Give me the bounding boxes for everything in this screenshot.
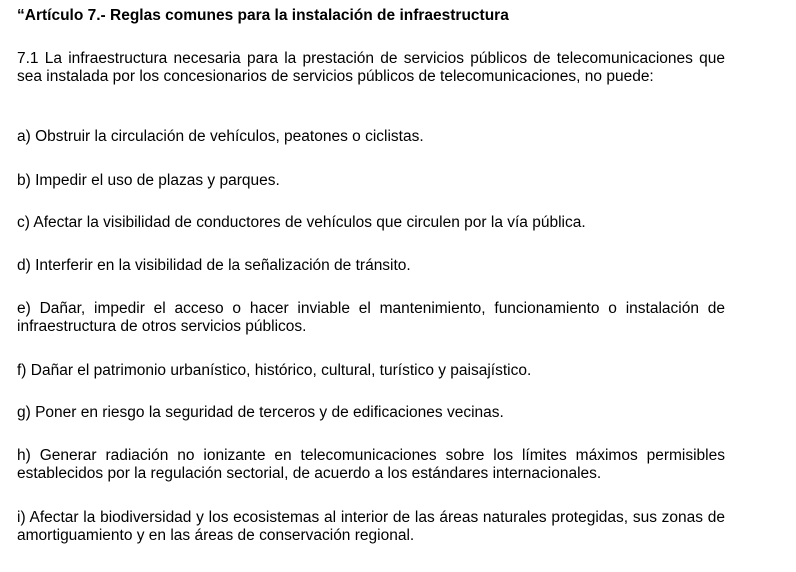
list-item-i: i) Afectar la biodiversidad y los ecosistemas al interior de las áreas naturales protegidas, sus zonas de amortiguamiento y en las áreas de conservación regional.	[17, 509, 725, 544]
list-item-f: f) Dañar el patrimonio urbanístico, histórico, cultural, turístico y paisajístico.	[17, 362, 532, 379]
article-title: “Artículo 7.- Reglas comunes para la instalación de infraestructura	[17, 7, 509, 24]
list-item-a: a) Obstruir la circulación de vehículos, peatones o ciclistas.	[17, 128, 424, 145]
list-item-h: h) Generar radiación no ionizante en telecomunicaciones sobre los límites máximos permisibles establecidos por la regulación sectorial, de acuerdo a los estándares internacionales.	[17, 447, 725, 482]
list-item-g: g) Poner en riesgo la seguridad de terceros y de edificaciones vecinas.	[17, 404, 504, 421]
list-item-b: b) Impedir el uso de plazas y parques.	[17, 172, 280, 189]
paragraph-7-1: 7.1 La infraestructura necesaria para la prestación de servicios públicos de telecomunicaciones que sea instalada por los concesionarios de servicios públicos de telecomunicaciones, no puede:	[17, 50, 725, 85]
list-item-e: e) Dañar, impedir el acceso o hacer inviable el mantenimiento, funcionamiento o instalación de infraestructura de otros servicios públicos.	[17, 300, 725, 335]
list-item-d: d) Interferir en la visibilidad de la señalización de tránsito.	[17, 257, 411, 274]
list-item-c: c) Afectar la visibilidad de conductores de vehículos que circulen por la vía pública.	[17, 214, 586, 231]
